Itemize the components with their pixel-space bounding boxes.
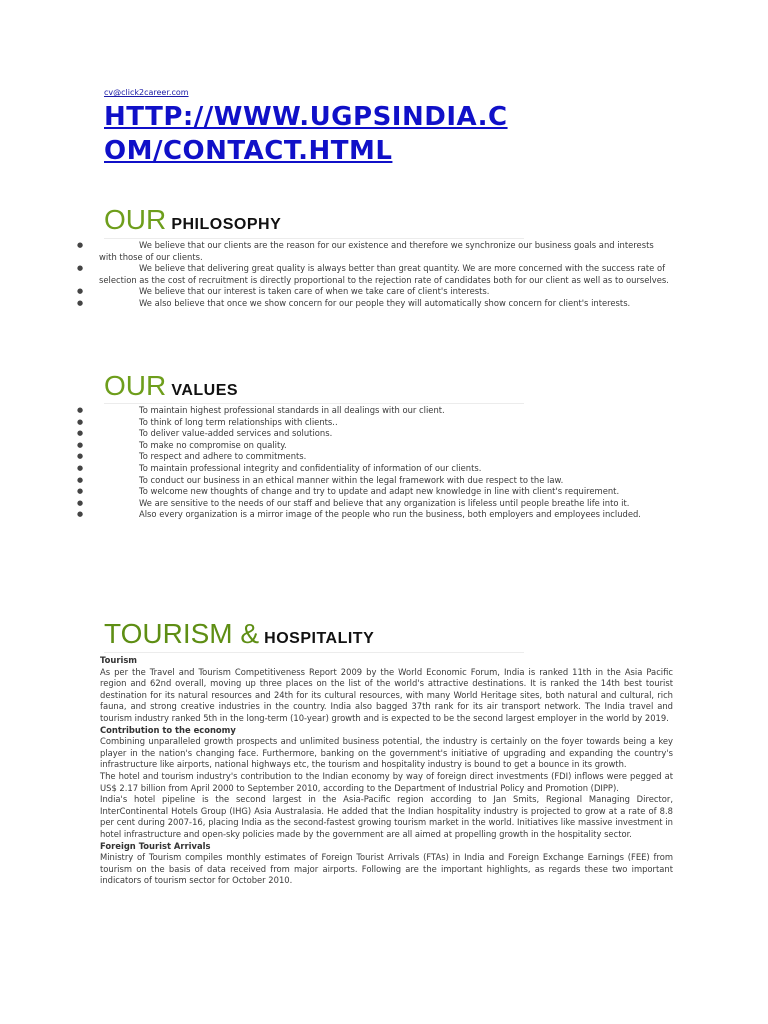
contact-url-link[interactable]: HTTP://WWW.UGPSINDIA.COM/CONTACT.HTML	[104, 102, 508, 166]
list-item: ● We are sensitive to the needs of our staff and believe that any organization is lifeless until people breathe life into it.	[77, 497, 630, 508]
list-item: ● Also every organization is a mirror image of the people who run the business, both employers and employees included.	[77, 509, 641, 520]
tourism-divider	[104, 652, 524, 653]
list-item: ● We also believe that once we show concern for our people they will automatically show concern for client's interests.	[77, 297, 631, 308]
subheading-tourism: Tourism	[100, 655, 138, 665]
tourism-heading-big: TOURISM &	[104, 618, 260, 649]
list-item: ● To welcome new thoughts of change and try to update and adapt new knowledge in line with client's requirement.	[77, 486, 620, 497]
values-heading	[104, 370, 238, 402]
philosophy-heading	[104, 204, 281, 236]
philosophy-list	[0, 240, 673, 310]
bullet-icon: ●	[77, 452, 84, 461]
philosophy-heading-small: PHILOSOPHY	[171, 216, 282, 233]
paragraph-contribution-3: India's hotel pipeline is the second largest in the Asia-Pacific region according to Jan Smits, Regional Managing Director, InterContinental Hotels Group (IHG) Asia Australasia. He added that the Indian hospitality industry is projected to grow at a rate of 8.8 per cent during 2007-16, placing India as the second-fastest growing tourism market in the world. Initiatives like massive investment in hotel infrastructure and open-sky policies made by the government are all aimed at propelling growth in the hospitality sector.	[100, 794, 673, 839]
bullet-icon: ●	[77, 241, 84, 249]
bullet-icon: ●	[77, 510, 84, 519]
paragraph-tourism: As per the Travel and Tourism Competitiveness Report 2009 by the World Economic Forum, India is ranked 11th in the Asia Pacific region and 62nd overall, moving up three places on the list of the world's attractive destinations. It is ranked the 14th best tourist destination for its natural resources and 24th for its cultural resources, with many World Heritage sites, both natural and cultural, rich fauna, and strong creative industries in the country. India also bagged 37th rank for its air transport network. The India travel and tourism industry ranked 5th in the long-term (10-year) growth and is expected to be the second largest employer in the world by 2019.	[100, 666, 673, 723]
tourism-heading-small: HOSPITALITY	[264, 630, 375, 647]
values-divider	[104, 403, 524, 404]
bullet-icon: ●	[77, 463, 84, 472]
list-item: ● To think of long term relationships with clients..	[77, 416, 338, 427]
values-list	[0, 405, 673, 521]
list-item: ● We believe that our interest is taken care of when we take care of client's interests.	[77, 286, 490, 297]
tourism-heading	[104, 618, 374, 650]
bullet-icon: ●	[77, 429, 84, 438]
bullet-icon: ●	[77, 487, 84, 496]
philosophy-heading-big: OUR	[104, 204, 167, 235]
bullet-icon: ●	[77, 406, 84, 414]
bullet-icon: ●	[77, 287, 84, 296]
values-heading-big: OUR	[104, 370, 167, 401]
paragraph-contribution-2: The hotel and tourism industry's contribution to the Indian economy by way of foreign direct investments (FDI) inflows were pegged at US$ 2.17 billion from April 2000 to September 2010, according to the Department of Industrial Policy and Promotion (DIPP).	[100, 770, 673, 793]
bullet-icon: ●	[77, 264, 84, 273]
philosophy-divider	[104, 238, 524, 239]
email-link[interactable]: cv@click2career.com	[104, 88, 189, 97]
bullet-icon: ●	[77, 417, 84, 426]
tourism-article	[100, 655, 673, 887]
bullet-icon: ●	[77, 440, 84, 449]
subheading-arrivals: Foreign Tourist Arrivals	[100, 840, 211, 851]
list-item: ● To maintain professional integrity and confidentiality of information of our clients.	[77, 462, 482, 473]
paragraph-arrivals: Ministry of Tourism compiles monthly estimates of Foreign Tourist Arrivals (FTAs) in India and Foreign Exchange Earnings (FEE) from tourism on the basis of data received from major airports. Following are the important highlights, as regards these two important indicators of tourism sector for October 2010.	[100, 852, 673, 886]
bullet-icon: ●	[77, 475, 84, 484]
list-item: ● To maintain highest professional standards in all dealings with our client.	[77, 405, 445, 415]
bullet-icon: ●	[77, 498, 84, 507]
list-item: ● We believe that our clients are the reason for our existence and therefore we synchronize our business goals and interests with those of our clients.	[77, 240, 654, 262]
list-item: ● We believe that delivering great quality is always better than great quantity. We are more concerned with the success rate of selection as the cost of recruitment is directly proportional to the rejection rate of candidates both for our client as well as to ourselves.	[77, 263, 669, 285]
list-item: ● To make no compromise on quality.	[77, 439, 287, 450]
subheading-contribution: Contribution to the economy	[100, 724, 236, 735]
bullet-icon: ●	[77, 298, 84, 307]
list-item: ● To conduct our business in an ethical manner within the legal framework with due respect to the law.	[77, 474, 564, 485]
paragraph-contribution-1: Combining unparalleled growth prospects and unlimited business potential, the industry is certainly on the foyer towards being a key player in the nation's changing face. Furthermore, banking on the government's initiative of upgrading and expanding the country's infrastructure like airports, national highways etc, the tourism and hospitality industry is bound to get a bounce in its growth.	[100, 736, 673, 770]
list-item: ● To respect and adhere to commitments.	[77, 451, 307, 462]
values-heading-small: VALUES	[171, 382, 239, 399]
list-item: ● To deliver value-added services and solutions.	[77, 428, 333, 439]
